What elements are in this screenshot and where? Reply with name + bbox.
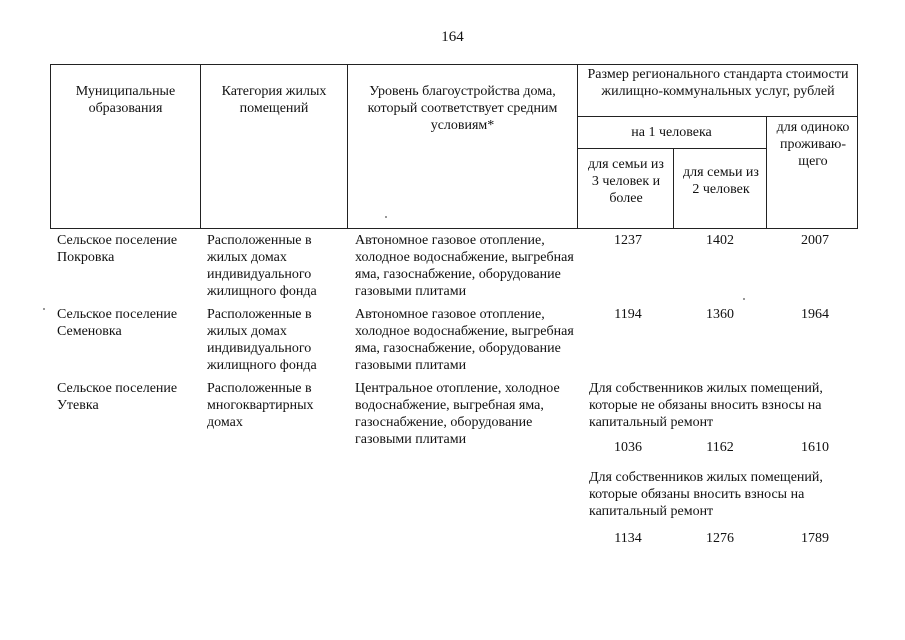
cell-family2: 1402 — [706, 233, 734, 248]
table-header — [50, 64, 858, 229]
table-row — [0, 380, 905, 560]
header-family3: для семьи из 3 человек и более — [588, 157, 664, 206]
header-municipality: Муниципальные образования — [75, 84, 176, 116]
cell-family2: 1162 — [706, 440, 734, 455]
header-single: для одиноко проживаю-щего — [776, 120, 850, 169]
cell-single: 1789 — [801, 531, 829, 546]
cell-category: Расположенные в жилых домах индивидуального жилищного фонда — [207, 233, 317, 299]
cell-family3: 1036 — [614, 440, 642, 455]
group-note: Для собственников жилых помещений, которые не обязаны вносить взносы на капитальный ремонт — [589, 381, 823, 430]
cell-family3: 1237 — [614, 233, 642, 248]
cell-single: 1964 — [801, 307, 829, 322]
page-number: 164 — [441, 29, 464, 45]
cell-family3: 1194 — [614, 307, 642, 322]
header-amenities: Уровень благоустройства дома, который соответствует средним условиям* — [367, 84, 558, 133]
cell-category: Расположенные в жилых домах индивидуального жилищного фонда — [207, 307, 317, 373]
header-standard-size: Размер регионального стандарта стоимости жилищно-коммунальных услуг, рублей — [587, 67, 849, 99]
scan-speck — [43, 308, 45, 310]
cell-amenities: Автономное газовое отопление, холодное водоснабжение, выгребная яма, газоснабжение, оборудование газовыми плитами — [355, 307, 574, 373]
table-row — [0, 306, 905, 378]
cell-family2: 1276 — [706, 531, 734, 546]
cell-family2: 1360 — [706, 307, 734, 322]
group-note: Для собственников жилых помещений, которые обязаны вносить взносы на капитальный ремонт — [589, 470, 823, 519]
cell-family3: 1134 — [614, 531, 642, 546]
cell-category: Расположенные в многоквартирных домах — [207, 381, 314, 430]
header-category: Категория жилых помещений — [221, 84, 327, 116]
scan-speck — [743, 298, 745, 300]
cell-amenities: Центральное отопление, холодное водоснабжение, выгребная яма, газоснабжение, оборудование газовыми плитами — [355, 381, 560, 447]
cell-municipality: Сельское поселение Покровка — [57, 233, 178, 265]
cell-municipality: Сельское поселение Утевка — [57, 381, 178, 413]
cell-amenities: Автономное газовое отопление, холодное водоснабжение, выгребная яма, газоснабжение, оборудование газовыми плитами — [355, 233, 574, 299]
header-family2: для семьи из 2 человек — [683, 165, 759, 197]
cell-single: 2007 — [801, 233, 829, 248]
table-row — [0, 232, 905, 304]
scan-speck — [385, 216, 387, 218]
cell-single: 1610 — [801, 440, 829, 455]
cell-municipality: Сельское поселение Семеновка — [57, 307, 178, 339]
header-per-person: на 1 человека — [631, 125, 712, 140]
